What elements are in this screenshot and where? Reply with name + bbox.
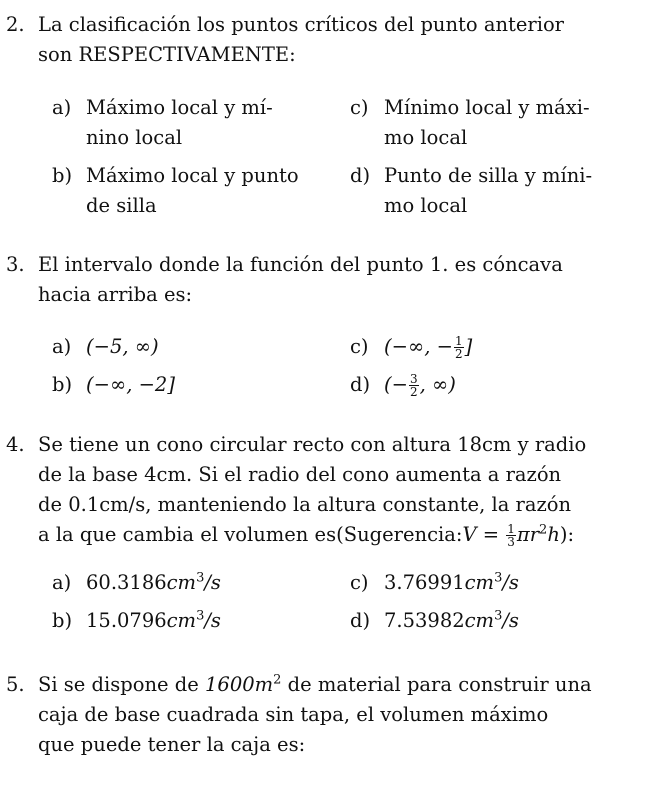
option-label: c) [350,96,369,119]
option-value: 3.76991 [384,571,465,594]
fraction [409,373,419,398]
area-exponent: 2 [273,672,282,688]
option-label: a) [52,571,72,594]
option-label: d) [350,164,371,187]
option-label: a) [52,335,72,358]
option-exponent: 3 [196,608,205,624]
question-4 [6,430,612,550]
option-tail: /s [502,571,519,594]
option-text-line-2: nino local [86,126,183,149]
option-exponent: 3 [494,570,503,586]
question-2-number: 2. [6,13,25,36]
question-4-line-2: de la base 4cm. Si el radio del cono aumenta a razón [38,463,562,486]
question-3-text [38,250,612,310]
option-text-line-2: mo local [384,126,468,149]
formula-lhs: V = [462,523,506,546]
question-3-line-2: hacia arriba es: [38,283,193,306]
fraction-denominator: 2 [409,385,418,399]
option-unit: cm [464,571,495,594]
question-4-line-1: Se tiene un cono circular recto con altura 18cm y radio [38,433,587,456]
formula-fraction [506,523,516,548]
option-label: b) [52,164,73,187]
option-math: (−5, ∞) [86,335,159,358]
question-5-number: 5. [6,673,25,696]
option-math-post: ] [464,335,473,358]
option-text-line-1: Mínimo local y máxi- [384,96,590,119]
question-5-line-1-post: de material para construir una [281,673,592,696]
option-math-pre: (−∞, − [384,335,453,358]
option-value: 15.0796 [86,609,167,632]
option-label: d) [350,609,371,632]
option-exponent: 3 [494,608,503,624]
option-unit: cm [464,609,495,632]
question-4-option-b [52,606,322,636]
formula-denominator: 3 [507,535,515,549]
question-5-line-1-pre: Si se dispone de [38,673,206,696]
option-label: a) [52,96,72,119]
option-value: 7.53982 [384,609,465,632]
question-4-option-d [350,606,620,636]
option-text-line-1: Máximo local y punto [86,164,299,187]
option-text-line-2: de silla [86,194,157,217]
question-4-line-4-pre: a la que cambia el volumen es(Sugerencia: [38,523,463,546]
area-value: 1600m [205,673,274,696]
question-3-option-b [52,370,322,400]
question-2-option-b [52,161,332,221]
question-3-line-1: El intervalo donde la función del punto 1. es cóncava [38,253,563,276]
question-3-option-c [350,332,620,362]
question-4-text [38,430,612,550]
option-label: b) [52,373,73,396]
formula-end: h [547,523,560,546]
question-3-option-a [52,332,322,362]
question-4-line-4-post: ): [559,523,575,546]
option-label: c) [350,335,369,358]
option-math-pre: (− [384,373,408,396]
question-3-option-d [350,370,620,400]
question-3-number: 3. [6,253,25,276]
question-2-option-a [52,93,322,153]
question-2-option-c [350,93,620,153]
option-exponent: 3 [196,570,205,586]
option-text-line-1: Punto de silla y míni- [384,164,593,187]
option-math-post: , ∞) [419,373,456,396]
option-math: (−∞, −2] [86,373,175,396]
question-4-line-3: de 0.1cm/s, manteniendo la altura constante, la razón [38,493,572,516]
question-5-line-3: que puede tener la caja es: [38,733,306,756]
formula-rhs: πr [516,523,540,546]
question-4-number: 4. [6,433,25,456]
question-2-text [38,10,612,70]
question-4-line-4 [38,520,612,550]
fraction-numerator: 3 [409,372,418,386]
option-label: d) [350,373,371,396]
option-tail: /s [502,609,519,632]
question-5-line-1 [38,670,612,700]
fraction-denominator: 2 [454,347,463,361]
fraction-numerator: 1 [454,334,463,348]
question-5-text [38,670,612,760]
question-3 [6,250,612,310]
option-tail: /s [204,609,221,632]
option-unit: cm [166,609,197,632]
question-2 [6,10,612,70]
option-label: c) [350,571,369,594]
option-tail: /s [204,571,221,594]
question-2-line-2: son RESPECTIVAMENTE: [38,43,296,66]
option-label: b) [52,609,73,632]
option-value: 60.3186 [86,571,167,594]
question-5-line-2: caja de base cuadrada sin tapa, el volumen máximo [38,703,549,726]
question-5 [6,670,612,760]
question-2-option-d [350,161,630,221]
option-text-line-2: mo local [384,194,468,217]
formula-numerator: 1 [507,522,515,536]
fraction [454,335,464,360]
option-text-line-1: Máximo local y mí- [86,96,273,119]
question-4-option-c [350,568,620,598]
question-4-option-a [52,568,322,598]
question-2-line-1: La clasificación los puntos críticos del punto anterior [38,13,565,36]
formula-exponent: 2 [539,522,548,538]
option-unit: cm [166,571,197,594]
